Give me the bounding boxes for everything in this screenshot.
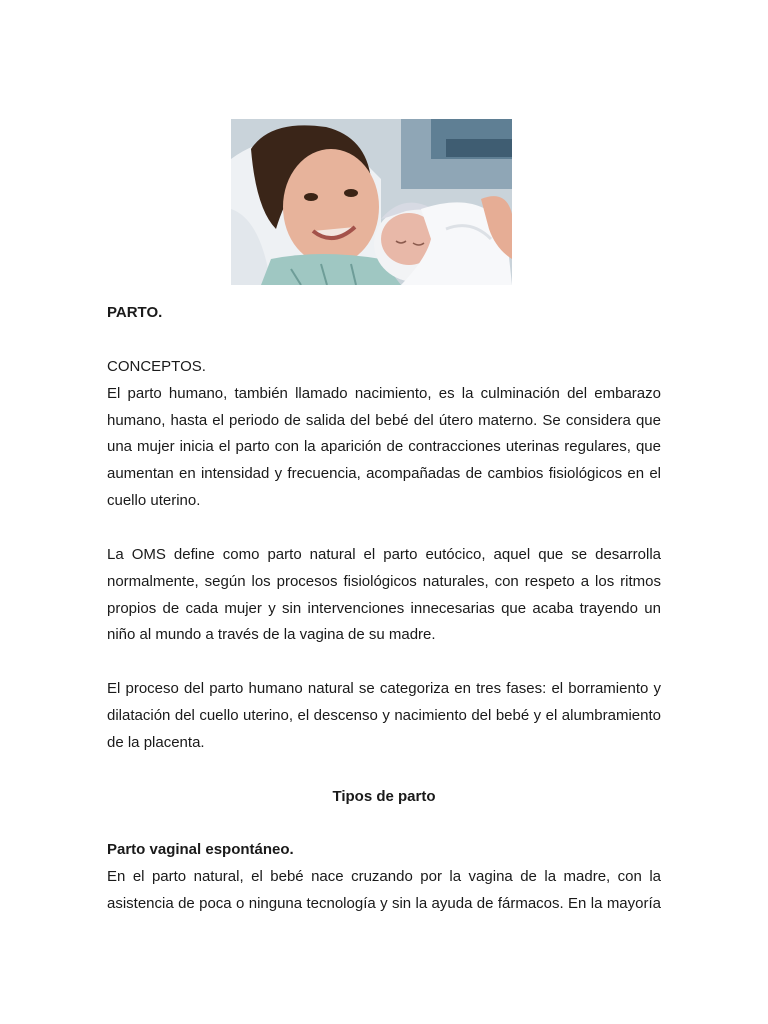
types-subtitle: Tipos de parto [332,788,436,805]
oms-section [107,542,661,649]
paragraph: El parto humano, también llamado nacimiento, es la culminación del embarazo humano, hasta el periodo de salida del bebé del útero materno. Se considera que una mujer inicia el parto con la aparición de contracciones uterinas regulares, que aumentan en intensidad y frecuencia, acompañadas de cambios fisiológicos en el cuello uterino. [107,384,661,509]
mother-newborn-photo [231,119,512,285]
vaginal-section [107,837,661,917]
paragraph: La OMS define como parto natural el parto eutócico, aquel que se desarrolla normalmente, según los procesos fisiológicos naturales, con respeto a los ritmos propios de cada mujer y sin intervenciones innecesarias que acaba trayendo un niño al mundo a través de la vagina de su madre. [107,546,661,644]
concepts-section [107,354,661,515]
paragraph: En el parto natural, el bebé nace cruzando por la vagina de la madre, con la asistencia de poca o ninguna tecnología y sin la ayuda de fármacos. En la mayoría [107,867,661,912]
section-label: CONCEPTOS. [107,358,206,375]
phases-section [107,676,661,756]
paragraph: El proceso del parto humano natural se categoriza en tres fases: el borramiento y dilatación del cuello uterino, el descenso y nacimiento del bebé y el alumbramiento de la placenta. [107,680,661,751]
document-title: PARTO. [107,304,163,321]
subsection-title: Parto vaginal espontáneo. [107,841,294,858]
document-title-block [107,300,661,327]
